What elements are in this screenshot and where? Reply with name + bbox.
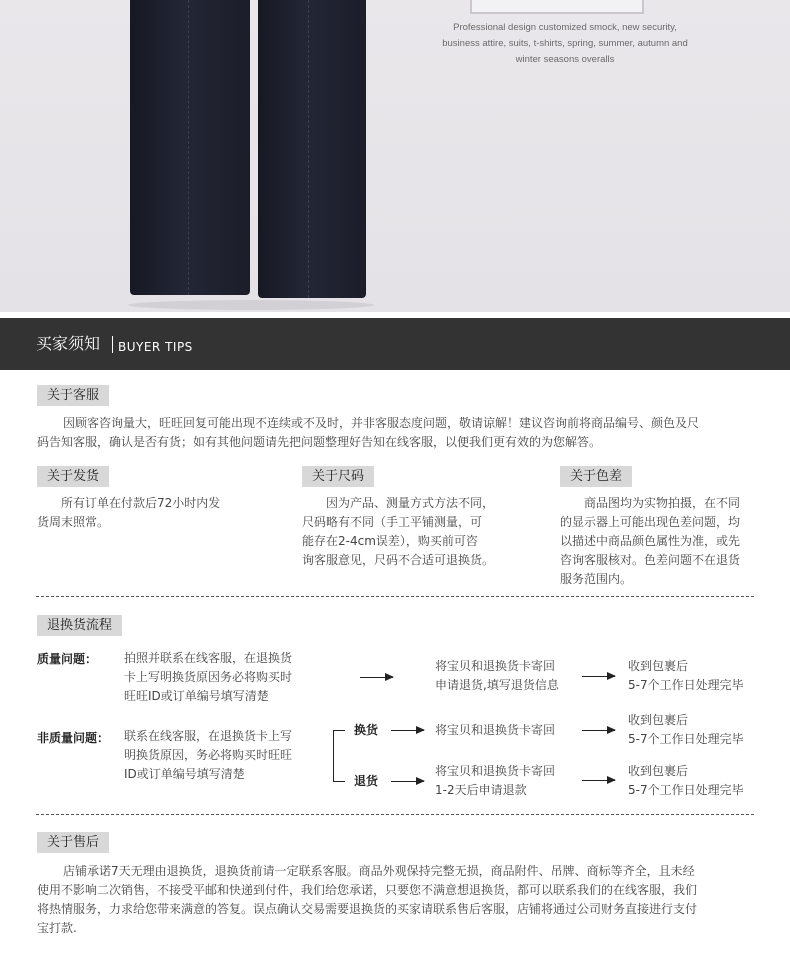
dashed-divider bbox=[36, 596, 754, 597]
quality-step-contact bbox=[124, 649, 324, 706]
paragraph-line: 服务范围内。 bbox=[560, 572, 633, 586]
paragraph-line: 货周末照常。 bbox=[37, 515, 110, 529]
paragraph-line: 询客服意见，尺码不合适可退换货。 bbox=[302, 553, 495, 567]
promo-line: business attire, suits, t-shirts, spring, summer, autumn and bbox=[442, 38, 688, 49]
arrow-right-icon bbox=[391, 730, 424, 731]
paragraph-line: 因顾客咨询量大，旺旺回复可能出现不连续或不及时，并非客服态度问题，敬请谅解！建议咨询前将商品编号、颜色及尺 bbox=[63, 416, 700, 430]
paragraph-line: 商品图均为实物拍摄，在不同 bbox=[584, 496, 741, 510]
quality-issue-label: 质量问题： bbox=[37, 652, 98, 666]
arrow-right-icon bbox=[360, 677, 393, 678]
step-line: ID或订单编号填写清楚 bbox=[124, 767, 245, 781]
paragraph-line: 咨询客服核对。色差问题不在退货 bbox=[560, 553, 741, 567]
arrow-right-icon bbox=[582, 780, 615, 781]
paragraph-line: 所有订单在付款后72小时内发 bbox=[61, 496, 221, 510]
paragraph-line: 码告知客服，确认是否有货；如有其他问题请先把问题整理好告知在线客服，以便我们更有效的为您解答。 bbox=[37, 435, 602, 449]
step-line: 将宝贝和退换货卡寄回 bbox=[435, 764, 556, 778]
paragraph-line: 将热情服务，力求给您带来满意的答复。误点确认交易需要退换货的买家请联系售后客服，店铺将通过公司财务直接进行支付 bbox=[37, 902, 698, 916]
paragraph-line: 以描述中商品颜色属性为准，或先 bbox=[560, 534, 741, 548]
step-line: 联系在线客服，在退换货卡上写 bbox=[124, 729, 293, 743]
step-line: 明换货原因，务必将购买时旺旺 bbox=[124, 748, 293, 762]
step-line: 将宝贝和退换货卡寄回 bbox=[435, 659, 556, 673]
arrow-right-icon bbox=[582, 730, 615, 731]
returns-process-tag: 退换货流程 bbox=[37, 615, 122, 636]
refund-step-processing bbox=[628, 762, 756, 800]
title-divider bbox=[112, 336, 113, 353]
trouser-right-leg bbox=[258, 0, 366, 298]
after-sales-tag: 关于售后 bbox=[37, 832, 109, 853]
paragraph-line: 因为产品、测量方式方法不同， bbox=[326, 496, 495, 510]
section-title-cn: 买家须知 bbox=[36, 334, 101, 353]
branch-bracket bbox=[333, 730, 334, 781]
quality-step-processing bbox=[628, 657, 756, 695]
step-line: 收到包裹后 bbox=[628, 713, 689, 727]
step-line: 5-7个工作日处理完毕 bbox=[628, 783, 744, 797]
step-line: 申请退货,填写退货信息 bbox=[435, 678, 559, 692]
paragraph-line: 尺码略有不同（手工平铺测量，可 bbox=[302, 515, 483, 529]
non-quality-step-contact bbox=[124, 727, 324, 784]
step-line: 1-2天后申请退款 bbox=[435, 783, 527, 797]
arrow-right-icon bbox=[391, 781, 424, 782]
branch-bracket-tick bbox=[333, 781, 345, 782]
sizing-text bbox=[302, 494, 522, 570]
promo-line: Professional design customized smock, new security, bbox=[453, 22, 677, 33]
color-diff-text bbox=[560, 494, 760, 589]
step-line: 卡上写明换货原因务必将购买时 bbox=[124, 670, 293, 684]
dashed-divider bbox=[36, 814, 754, 815]
refund-step-send-back bbox=[435, 762, 585, 800]
seam-stitch bbox=[188, 0, 189, 295]
customer-service-tag: 关于客服 bbox=[37, 385, 109, 406]
paragraph-line: 宝打款. bbox=[37, 921, 77, 935]
sizing-tag: 关于尺码 bbox=[302, 466, 374, 487]
shipping-text bbox=[37, 494, 252, 532]
non-quality-issue-label: 非质量问题： bbox=[37, 731, 110, 745]
quality-step-send-back bbox=[435, 657, 585, 695]
exchange-step-processing bbox=[628, 711, 756, 749]
step-line: 拍照并联系在线客服，在退换货 bbox=[124, 651, 293, 665]
branch-bracket-tick bbox=[333, 730, 345, 731]
step-line: 收到包裹后 bbox=[628, 764, 689, 778]
section-title-en: BUYER TIPS bbox=[118, 340, 193, 354]
exchange-label: 换货 bbox=[354, 723, 379, 737]
step-line: 5-7个工作日处理完毕 bbox=[628, 732, 744, 746]
customer-service-text bbox=[37, 414, 757, 452]
step-line: 旺旺ID或订单编号填写清楚 bbox=[124, 689, 269, 703]
paragraph-line: 使用不影响二次销售，不接受平邮和快递到付件，我们给您承诺，只要您不满意想退换货，都可以联系我们的在线客服，我们 bbox=[37, 883, 698, 897]
refund-label: 退货 bbox=[354, 774, 379, 788]
shipping-tag: 关于发货 bbox=[37, 466, 109, 487]
step-line: 5-7个工作日处理完毕 bbox=[628, 678, 744, 692]
step-line: 收到包裹后 bbox=[628, 659, 689, 673]
after-sales-text bbox=[37, 862, 757, 938]
floor-shadow bbox=[128, 300, 374, 310]
seam-stitch bbox=[308, 0, 309, 298]
paragraph-line: 能存在2-4cm误差），购买前可咨 bbox=[302, 534, 478, 548]
color-diff-tag: 关于色差 bbox=[560, 466, 632, 487]
exchange-step-send-back: 将宝贝和退换货卡寄回 bbox=[435, 723, 556, 737]
promo-line: winter seasons overalls bbox=[515, 54, 615, 65]
paragraph-line: 的显示器上可能出现色差问题，均 bbox=[560, 515, 741, 529]
arrow-right-icon bbox=[582, 676, 615, 677]
paragraph-line: 店铺承诺7天无理由退换货，退换货前请一定联系客服。商品外观保持完整无损，商品附件、吊牌、商标等齐全，且未经 bbox=[63, 864, 695, 878]
trouser-left-leg bbox=[130, 0, 250, 295]
promo-caption bbox=[425, 20, 705, 68]
info-card-frame bbox=[470, 0, 644, 14]
